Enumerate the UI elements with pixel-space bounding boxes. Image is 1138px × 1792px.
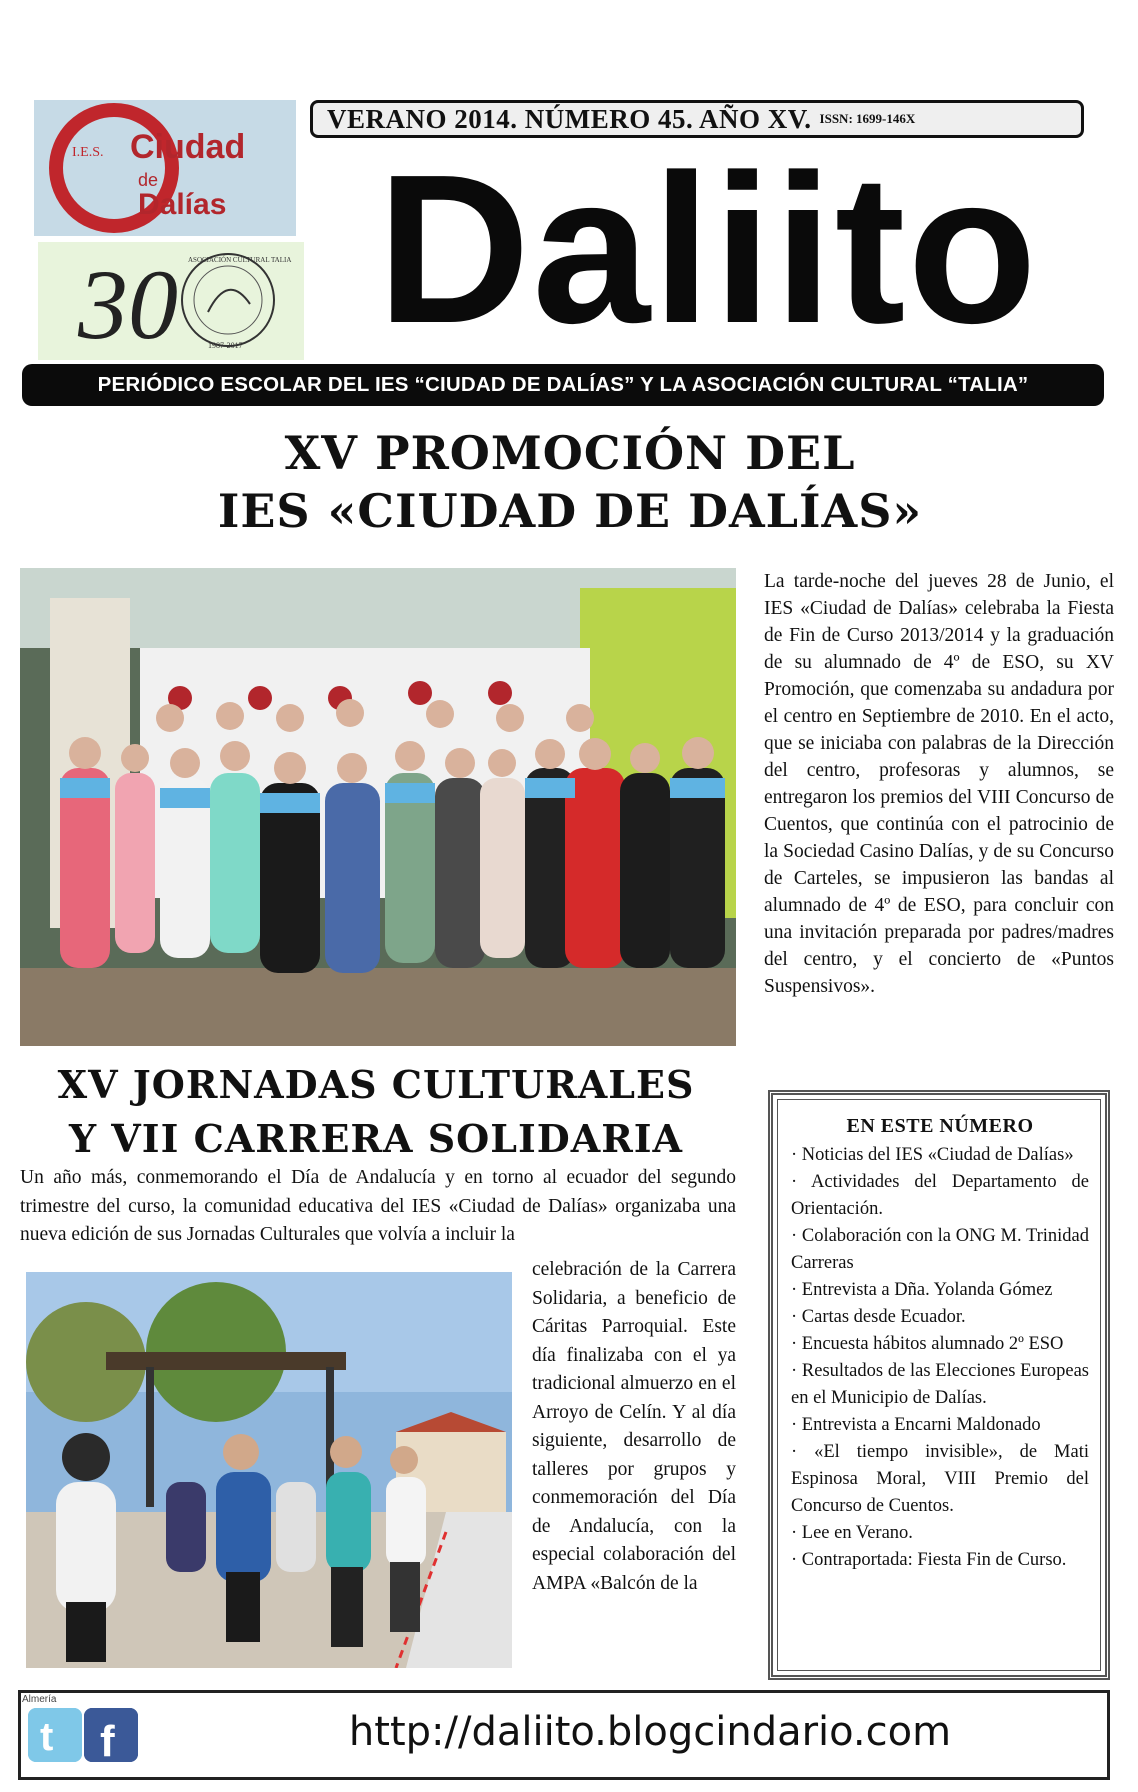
logo-ies-line2: de xyxy=(138,170,159,190)
contents-item: · Cartas desde Ecuador. xyxy=(791,1307,966,1327)
article2-headline-line1: XV JORNADAS CULTURALES xyxy=(57,1062,695,1107)
issn-text: ISSN: 1699-146X xyxy=(819,111,916,126)
contents-item: · Actividades del Departamento de Orientación. xyxy=(791,1172,1089,1219)
logo-ies-line1: Ciudad xyxy=(130,128,246,166)
contents-item: · Noticias del IES «Ciudad de Dalías» xyxy=(791,1145,1074,1165)
charity-race-photo xyxy=(26,1272,512,1668)
article1-headline xyxy=(40,424,1100,540)
contents-item: · Entrevista a Dña. Yolanda Gómez xyxy=(791,1280,1053,1300)
issue-text: VERANO 2014. NÚMERO 45. AÑO XV. xyxy=(327,103,812,134)
article2-column: celebración de la Carrera Solidaria, a beneficio de Cáritas Parroquial. Este día finalizaba con el ya tradicional almuerzo en el Arroyo de Celín. Y al día siguiente, desarrollo de talleres por grupos y conmemoración del Día de Andalucía, con la especial colaboración del AMPA «Balcón de la xyxy=(532,1259,736,1594)
svg-text:f: f xyxy=(100,1717,115,1762)
article1-body: La tarde-noche del jueves 28 de Junio, el IES «Ciudad de Dalías» celebraba la Fiesta de Fin de Curso 2013/2014 y la graduación de su alumnado de 4º de ESO, su XV Promoción, que comenzaba su andadura por el centro en Septiembre de 2010. En el acto, que se iniciaba con palabras de la Dirección del centro, profesoras y alumnos, se entregaron los premios del VIII Concurso de Cuentos, que continúa con el patrocinio de la Sociedad Casino Dalías, y de su Concurso de Carteles, se impusieron las bandas al alumnado de 4º de ESO, para concluir con una invitación preparada por padres/madres del centro, y el concierto de «Puntos Suspensivos». xyxy=(764,571,1114,997)
article2-headline-line2: Y VII CARRERA SOLIDARIA xyxy=(68,1116,684,1161)
article2-intro: Un año más, conmemorando el Día de Andalucía y en torno al ecuador del segundo trimestre del curso, la comunidad educativa del IES «Ciudad de Dalías» organizaba una nueva edición de sus Jornadas Culturales que volvía a incluir la xyxy=(20,1167,736,1245)
svg-text:t: t xyxy=(40,1715,54,1759)
newspaper-title: Daliito xyxy=(377,138,1039,360)
contents-item: · «El tiempo invisible», de Mati Espinosa Moral, VIII Premio del Concurso de Cuentos. xyxy=(791,1442,1089,1516)
twitter-icon[interactable] xyxy=(28,1708,82,1762)
contents-box xyxy=(768,1090,1110,1680)
contents-item: · Contraportada: Fiesta Fin de Curso. xyxy=(791,1550,1067,1570)
logo-ies-line3: Dalías xyxy=(138,188,227,221)
contents-item: · Encuesta hábitos alumnado 2º ESO xyxy=(791,1334,1064,1354)
graduation-photo xyxy=(20,568,736,1046)
article1-headline-line2: IES «CIUDAD DE DALÍAS» xyxy=(217,484,923,538)
logo-talia-ring: ASOCIACIÓN CULTURAL TALIA xyxy=(188,256,292,264)
contents-item: · Colaboración con la ONG M. Trinidad Carreras xyxy=(791,1226,1089,1273)
newspaper-subtitle xyxy=(22,364,1104,406)
logo-talia-number: 30 xyxy=(78,249,178,360)
footer-label: Almería xyxy=(22,1694,57,1705)
talia-logo xyxy=(38,242,304,360)
contents-title: EN ESTE NÚMERO xyxy=(846,1115,1034,1137)
contents-item: · Entrevista a Encarni Maldonado xyxy=(791,1415,1041,1435)
logo-talia-years: 1987-2017 xyxy=(208,341,243,350)
article1-headline-line1: XV PROMOCIÓN DEL xyxy=(284,426,856,480)
subtitle-text: PERIÓDICO ESCOLAR DEL IES “CIUDAD DE DALÍAS” Y LA ASOCIACIÓN CULTURAL “TALIA” xyxy=(97,373,1029,396)
article2-headline xyxy=(16,1058,736,1166)
issue-info-bar xyxy=(310,100,1084,138)
logo-ies-prefix: I.E.S. xyxy=(72,145,104,160)
ies-logo xyxy=(34,100,296,236)
facebook-icon[interactable] xyxy=(84,1708,138,1762)
contents-item: · Lee en Verano. xyxy=(791,1523,913,1543)
contents-list xyxy=(785,1142,1095,1574)
blog-url-link[interactable]: http://daliito.blogcindario.com xyxy=(348,1709,952,1755)
contents-item: · Resultados de las Elecciones Europeas en el Municipio de Dalías. xyxy=(791,1361,1089,1408)
